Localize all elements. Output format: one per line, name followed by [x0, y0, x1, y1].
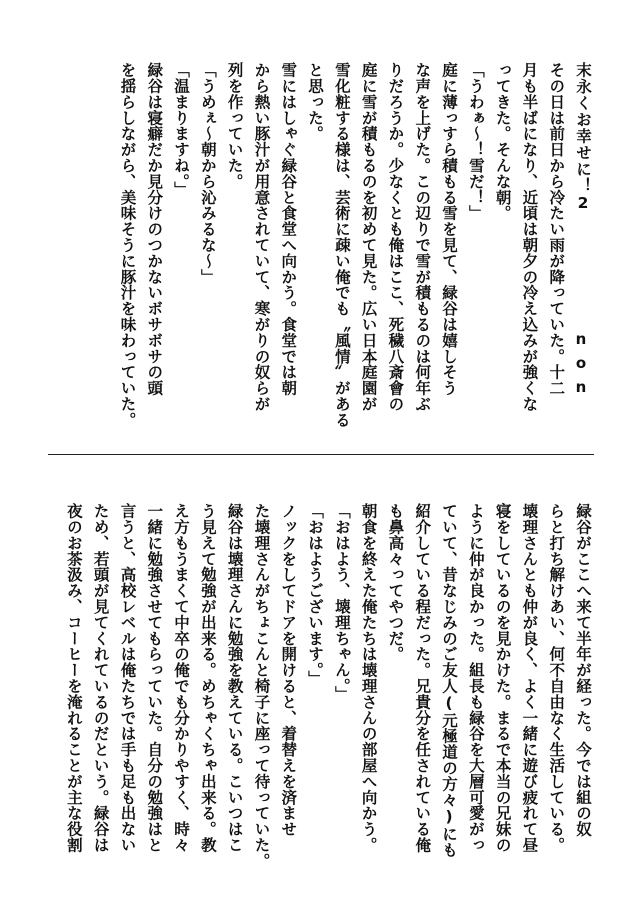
text-column: 緑谷は寝癖だか見分けのつかないボサボサの頭 [145, 62, 164, 396]
text-column: う見えて勉強が出来る。めちゃくちゃ出来る。教 [198, 503, 217, 853]
text-column: を揺らしながら、美味そうに豚汁を味わっていた。 [118, 62, 137, 428]
text-column: 一緒に勉強させてもらっていた。自分の勉強はと [145, 503, 164, 853]
text-column: ていて、昔なじみのご友人(元極道の方々)にも [440, 503, 459, 858]
text-column: な声を上げた。この辺りで雪が積もるのは何年ぶ [413, 62, 432, 412]
text-column: 「おはよう、壊理ちゃん。」 [332, 503, 351, 702]
text-column: 「うわぁ〜！雪だ！」 [466, 62, 485, 221]
section-divider [48, 454, 594, 455]
text-column: た壊理さんがちょこんと椅子に座って待っていた。 [252, 503, 271, 869]
bottom-text-block [44, 503, 596, 869]
text-column: 雪にはしゃぐ緑谷と食堂へ向かう。食堂では朝 [279, 62, 298, 396]
text-column: 夜のお茶汲み、コーヒーを淹れることが主な役割 [64, 503, 83, 853]
text-column: 「おはようございます。」 [306, 503, 325, 687]
text-column: ノックをしてドアを開けると、着替えを済ませ [279, 503, 298, 837]
text-column: え方もうまくて中卒の俺でも分かりやすく、時々 [172, 503, 191, 853]
text-column: 緑谷は壊理さんに勉強を教えている。こいつはこ [225, 503, 244, 853]
text-column: 「うめぇ〜朝から沁みるな〜」 [198, 62, 217, 285]
story-title: 末永くお幸せに！2 [574, 62, 592, 213]
text-column: りだろうか。少なくとも俺はここ、死穢八斎會の [386, 62, 405, 412]
author-name: non [572, 330, 590, 402]
text-column: 「温まりますね。」 [172, 62, 191, 198]
text-column: 列を作っていた。 [225, 62, 244, 190]
text-column: 壊理さんとも仲が良く、よく一緒に遊び疲れて昼 [520, 503, 539, 853]
text-column: らと打ち解けあい、何不自由なく生活している。 [547, 503, 566, 853]
text-column: 紹介している程だった。兄貴分を任されている俺 [413, 503, 432, 853]
text-column: ってきた。そんな朝。 [493, 62, 512, 221]
text-column: から熱い豚汁が用意されていて、寒がりの奴らが [252, 62, 271, 412]
top-text-block [44, 62, 596, 428]
text-column: 庭に雪が積もるのを初めて見た。広い日本庭園が [359, 62, 378, 412]
text-column: 庭に薄っすら積もる雪を見て、緑谷は嬉しそう [440, 62, 459, 396]
text-column: ため、若頭が見てくれているのだという。緑谷は [91, 503, 110, 853]
text-column: 月も半ばになり、近頃は朝夕の冷え込みが強くな [520, 62, 539, 412]
text-column: ように仲が良かった。組長も緑谷を大層可愛がっ [466, 503, 485, 853]
text-column: 緑谷がここへ来て半年が経った。今では組の奴 [574, 503, 592, 837]
text-column: も鼻高々ってやつだ。 [386, 503, 405, 662]
text-column: 言うと、高校レベルは俺たちでは手も足も出ない [118, 503, 137, 853]
text-column: 朝食を終えた俺たちは壊理さんの部屋へ向かう。 [359, 503, 378, 853]
text-column: 雪化粧する様は、芸術に疎い俺でも〝風情〟がある [332, 62, 351, 428]
text-column: その日は前日から冷たい雨が降っていた。十二 [547, 62, 566, 396]
text-column: 寝をしているのを見かけた。まるで本当の兄妹の [493, 503, 512, 853]
text-column: と思った。 [306, 62, 325, 142]
